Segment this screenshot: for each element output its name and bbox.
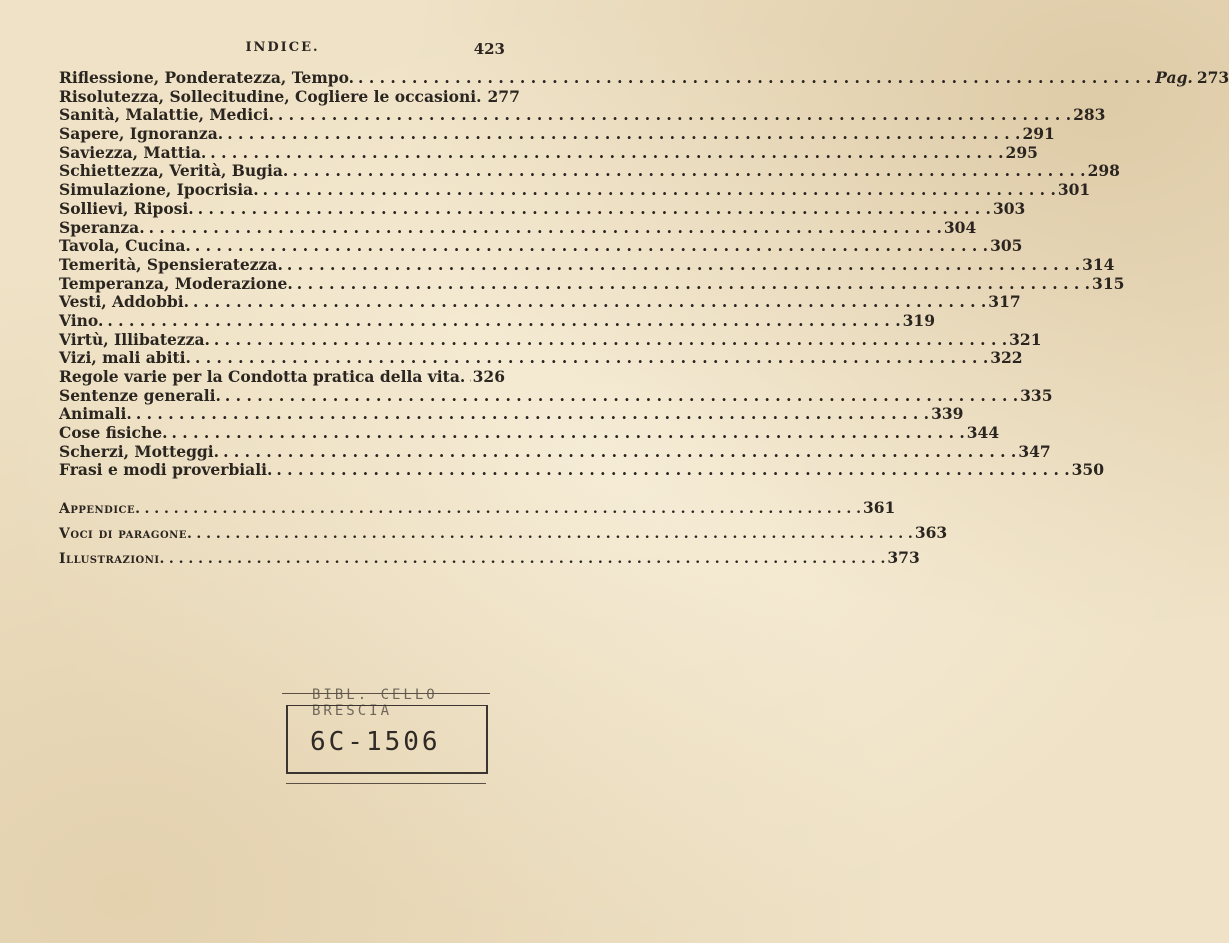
entry-page-number: 277 bbox=[487, 86, 520, 106]
entry-label: Sanità, Malattie, Medici. bbox=[59, 105, 274, 125]
entry-page-number: 373 bbox=[887, 548, 920, 567]
entry-page-number: 350 bbox=[1071, 460, 1104, 480]
entry-page-number: 314 bbox=[1082, 254, 1115, 274]
entry-page-number: 339 bbox=[931, 404, 964, 424]
stamp-seal-text: BIBL. CELLO BRESCIA bbox=[312, 687, 438, 719]
dot-leader bbox=[169, 551, 885, 567]
toc-entry bbox=[59, 548, 920, 573]
entry-label: Sollievi, Riposi. bbox=[59, 198, 194, 218]
entry-page-number: 295 bbox=[1005, 142, 1038, 162]
entry-label: Speranza. bbox=[59, 217, 145, 237]
entry-page-number: 363 bbox=[914, 523, 948, 542]
toc-entry bbox=[59, 161, 1120, 181]
toc-entry bbox=[59, 236, 1023, 256]
toc-entry bbox=[59, 385, 1053, 405]
entry-page-number: 326 bbox=[472, 367, 505, 386]
toc-entry bbox=[59, 142, 1038, 162]
entry-page-number: 335 bbox=[1020, 385, 1053, 405]
dot-leader bbox=[287, 255, 1080, 274]
library-stamp bbox=[282, 683, 490, 787]
page-title: INDICE. bbox=[245, 40, 320, 55]
entry-page-number: 273 bbox=[1196, 68, 1229, 87]
entry-label: Cose fisiche. bbox=[59, 423, 168, 443]
toc-entry bbox=[59, 441, 1051, 461]
entry-page-number: 304 bbox=[943, 217, 977, 237]
dot-leader bbox=[297, 274, 1090, 293]
dot-leader bbox=[136, 404, 929, 423]
entry-page-number: 305 bbox=[990, 236, 1023, 256]
toc-entry bbox=[59, 348, 1023, 368]
appendix-list bbox=[59, 498, 948, 573]
entry-label: Frasi e modi proverbiali. bbox=[59, 460, 273, 480]
dot-leader bbox=[225, 386, 1018, 405]
entry-page-number: 361 bbox=[862, 498, 896, 517]
entry-page-number: 322 bbox=[990, 348, 1023, 368]
entry-page-number: 347 bbox=[1018, 441, 1051, 461]
dot-leader bbox=[223, 442, 1016, 461]
toc-entry bbox=[59, 498, 896, 523]
toc-entry bbox=[59, 292, 1021, 312]
entry-label: Sentenze generali. bbox=[59, 385, 221, 405]
entry-page-number: 291 bbox=[1022, 124, 1055, 144]
entry-label: Temperanza, Moderazione. bbox=[59, 273, 293, 293]
dot-leader bbox=[214, 330, 1007, 349]
entry-page-number: 298 bbox=[1087, 161, 1120, 181]
dot-leader bbox=[210, 143, 1003, 162]
entry-label: Illustrazioni. bbox=[59, 551, 165, 567]
entry-page-number: 315 bbox=[1092, 273, 1125, 293]
entry-label: Risolutezza, Sollecitudine, Cogliere le occasioni. bbox=[59, 86, 482, 106]
page-number: 423 bbox=[473, 40, 505, 58]
entry-label: Riflessione, Ponderatezza, Tempo. bbox=[59, 68, 355, 87]
entry-page-number: 283 bbox=[1073, 105, 1106, 125]
entry-label: Vesti, Addobbi. bbox=[59, 292, 190, 312]
entry-label: Appendice. bbox=[59, 501, 141, 517]
entry-page-number: 321 bbox=[1009, 329, 1042, 349]
dot-leader bbox=[193, 292, 986, 311]
toc-entry bbox=[59, 105, 1106, 125]
stamp-line bbox=[286, 783, 486, 784]
toc-entry bbox=[59, 310, 935, 330]
entry-label: Tavola, Cucina. bbox=[59, 236, 191, 256]
toc-entry bbox=[59, 367, 505, 386]
entry-label: Schiettezza, Verità, Bugia. bbox=[59, 161, 289, 181]
toc-entry bbox=[59, 273, 1125, 293]
entry-label: Virtù, Illibatezza. bbox=[59, 329, 210, 349]
toc-entry bbox=[59, 86, 520, 106]
entry-page-number: 317 bbox=[988, 292, 1021, 312]
dot-leader bbox=[196, 526, 912, 542]
page-header bbox=[60, 40, 505, 62]
toc-entry bbox=[59, 329, 1042, 349]
dot-leader bbox=[198, 199, 991, 218]
dot-leader bbox=[276, 460, 1069, 479]
pag-abbreviation: Pag. bbox=[1155, 68, 1193, 87]
entry-label: Temerità, Spensieratezza. bbox=[59, 254, 283, 274]
entry-label: Regole varie per la Condotta pratica della vita. bbox=[59, 367, 466, 386]
dot-leader bbox=[263, 180, 1056, 199]
table-of-contents bbox=[59, 68, 1229, 480]
dot-leader bbox=[144, 501, 860, 517]
entry-label: Scherzi, Motteggi. bbox=[59, 441, 220, 461]
entry-page-number: 303 bbox=[992, 198, 1026, 218]
entry-label: Vizi, mali abiti. bbox=[59, 348, 191, 368]
entry-label: Animali. bbox=[59, 404, 132, 424]
entry-label: Simulazione, Ipocrisia. bbox=[59, 180, 259, 200]
entry-label: Sapere, Ignoranza. bbox=[59, 124, 224, 144]
dot-leader bbox=[227, 124, 1020, 143]
entry-page-number: 344 bbox=[966, 423, 1000, 443]
toc-entry bbox=[59, 523, 948, 548]
dot-leader bbox=[107, 311, 900, 330]
toc-entry bbox=[59, 217, 977, 237]
dot-leader bbox=[358, 68, 1151, 87]
toc-entry bbox=[59, 124, 1055, 144]
entry-page-number: 301 bbox=[1057, 180, 1091, 200]
toc-entry bbox=[59, 198, 1026, 218]
dot-leader bbox=[172, 423, 965, 442]
toc-entry bbox=[59, 68, 1229, 87]
dot-leader bbox=[149, 218, 942, 237]
entry-label: Vino. bbox=[59, 310, 104, 330]
entry-page-number: 319 bbox=[902, 310, 935, 330]
dot-leader bbox=[278, 105, 1071, 124]
dot-leader bbox=[195, 236, 988, 255]
entry-label: Voci di paragone. bbox=[59, 526, 193, 542]
toc-entry bbox=[59, 180, 1091, 200]
dot-leader bbox=[195, 348, 988, 367]
toc-entry bbox=[59, 460, 1104, 480]
toc-entry bbox=[59, 404, 964, 424]
entry-label: Saviezza, Mattia. bbox=[59, 142, 207, 162]
toc-entry bbox=[59, 254, 1115, 274]
stamp-code: 6C-1506 bbox=[310, 727, 441, 757]
toc-entry bbox=[59, 423, 1000, 443]
dot-leader bbox=[292, 161, 1085, 180]
